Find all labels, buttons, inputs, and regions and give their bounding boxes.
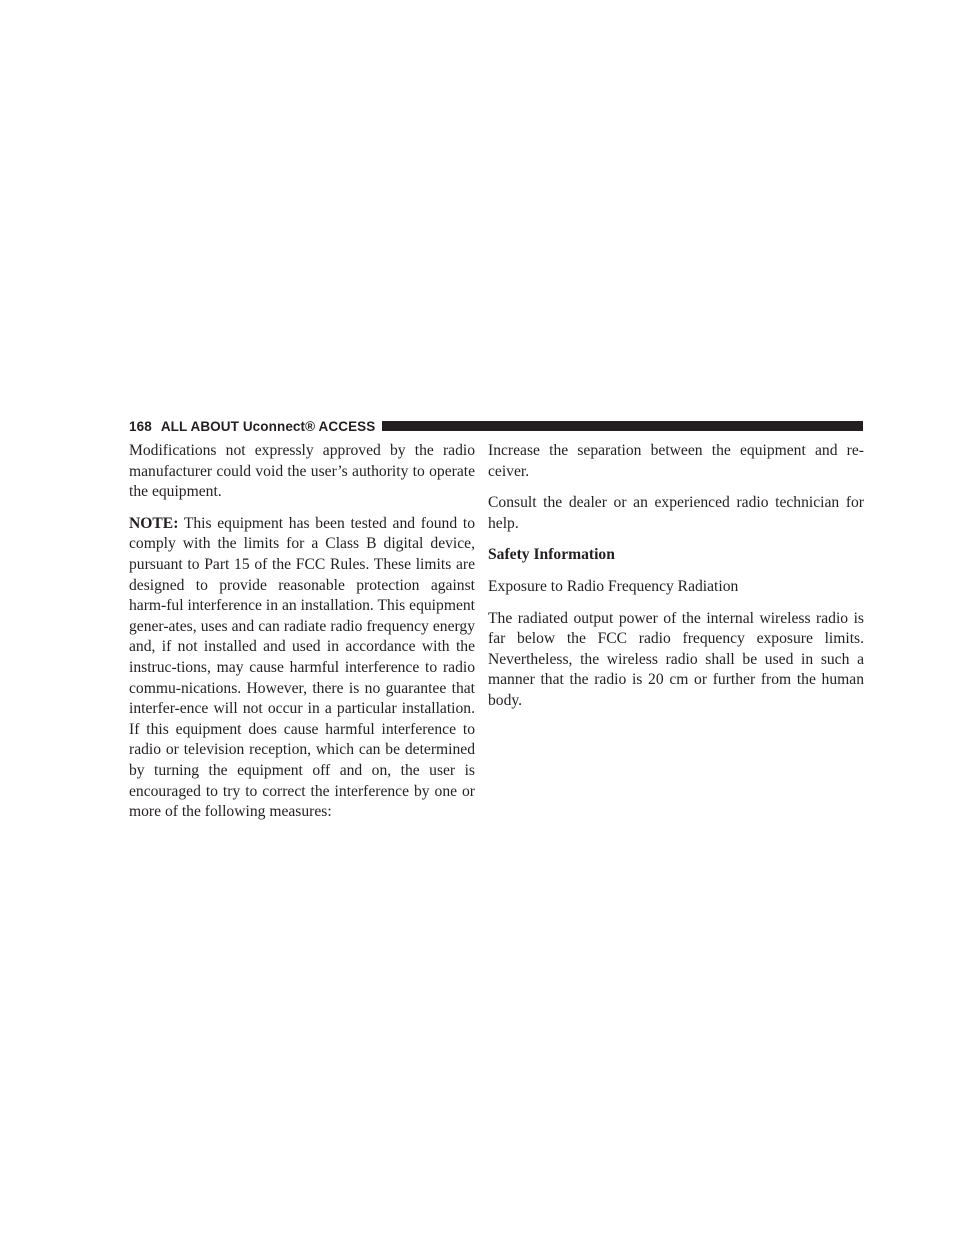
right-column (488, 441, 864, 723)
header-rule (382, 421, 863, 431)
consult-paragraph: Consult the dealer or an experienced radio technician for help. (488, 494, 864, 532)
note-paragraph (129, 514, 475, 823)
separation-paragraph: Increase the separation between the equipment and re-ceiver. (488, 442, 864, 480)
note-label: NOTE: (129, 514, 179, 532)
section-title: ALL ABOUT Uconnect® ACCESS (160, 418, 376, 434)
safety-information-heading: Safety Information (488, 546, 615, 564)
note-text: This equipment has been tested and found to comply with the limits for a Class B digital device, pursuant to Part 15 of the FCC Rules. These limits are designed to provide reasonable protection against harm-ful interference in an installation. This equipment gener-ates, uses and can radiate radio frequency energy and, if not installed and used in accordance with the instruc-tions, may cause harmful interference to radio commu-nications. However, there is no guarantee that interfer-ence will not occur in a particular installation. If this equipment does cause harmful interference to radio or television reception, which can be determined by turning the equipment off and on, the user is encouraged to try to correct the interference by one or more of the following measures: (129, 514, 475, 821)
modifications-paragraph: Modifications not expressly approved by the radio manufacturer could void the user’s authority to operate the equipment. (129, 442, 475, 501)
page-header (129, 418, 863, 434)
page-number: 168 (129, 418, 152, 434)
left-column (129, 441, 475, 834)
header-label (129, 419, 375, 434)
exposure-heading: Exposure to Radio Frequency Radiation (488, 577, 739, 595)
radiated-power-paragraph: The radiated output power of the internal wireless radio is far below the FCC radio frequency exposure limits. Nevertheless, the wireless radio shall be used in such a manner that the radio is 20 cm or further from the human body. (488, 609, 864, 709)
